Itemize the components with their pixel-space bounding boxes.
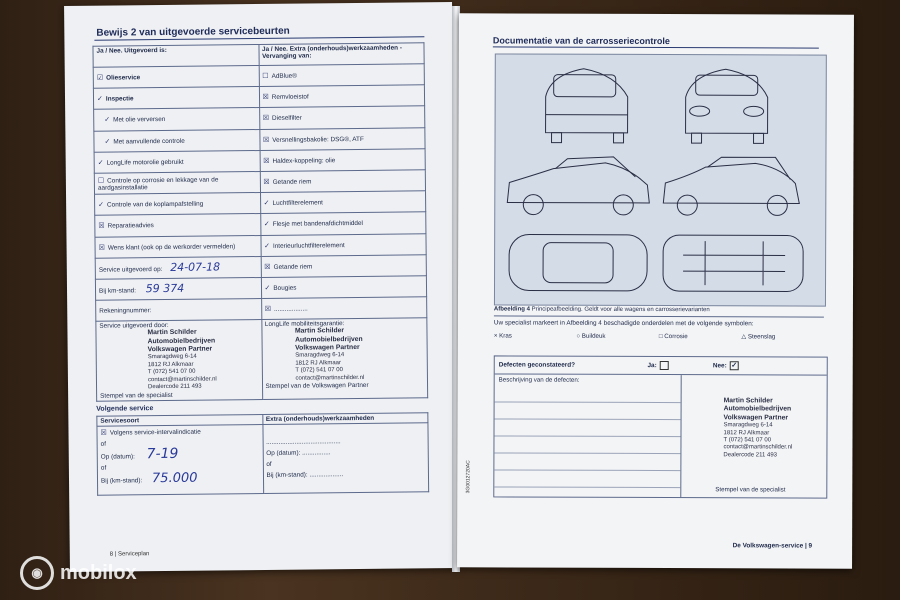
row-label: Met aanvullende controle [113,137,185,146]
crossed-box-icon: ☒ [98,223,105,231]
stamp-dealer: Dealercode 211 493 [148,383,202,391]
of-label: of [100,440,107,448]
stamp-label: Stempel van de specialist [715,486,786,494]
op-datum-label: Op (datum): [100,453,135,461]
nee-text: Nee: [712,362,727,370]
checkmark-icon: ✓ [96,95,103,103]
checkmark-icon: ✓ [263,200,270,208]
stamp-city: 1812 RJ Alkmaar [147,361,194,369]
row-label: Luchtfilterelement [272,199,323,208]
right-page [457,13,854,568]
crossed-box-icon: ☒ [263,178,270,187]
defects-question-row [495,356,827,375]
handwritten-next-date: 7-19 [146,445,179,463]
legend-kras: × Kras [493,332,512,340]
stamp-name: Martin Schilder [147,328,197,337]
row-label: Controle van de koplampafstelling [106,200,204,209]
ja-label [609,361,669,370]
row-label: Reparatieadvies [107,222,154,231]
left-page [64,2,458,572]
nee-label [669,361,739,370]
row-label: Bougies [273,284,297,292]
document-code: 3G0012720AC [465,460,472,494]
caption-divider [494,315,824,317]
stamp-city: 1812 RJ Alkmaar [723,429,770,437]
row-label: ................... [273,305,308,314]
interval-label: Volgens service-intervalindicatie [109,428,201,437]
row-label: Versnellingsbakolie: DSG®, ATF [272,135,364,144]
handwritten-km: 59 374 [145,282,185,296]
figure-caption [494,306,710,313]
stamp-phone: T (072) 541 07 00 [147,368,196,376]
row-label: Met olie verversen [113,116,166,125]
extra-header: Extra (onderhouds)werkzaamheden [262,413,428,425]
dealer-stamp [723,397,792,459]
stamp-street: Smaragdweg 6-14 [723,422,773,429]
caption-label: Afbeelding 4 [493,306,530,313]
row-label: Dieselfilter [271,115,302,123]
row-label: Service uitgevoerd op: [98,266,163,274]
row-label: Controle op corrosie en lekkage van de aardgasinstallatie [97,175,219,192]
stamp-name: Martin Schilder [294,327,345,335]
watermark-logo [20,556,137,590]
bij-km-label: Bij (km-stand): [100,477,143,485]
dealer-stamp [147,328,258,391]
defects-box [493,355,827,498]
page-title: Bewijs 2 van uitgevoerde servicebeurten [96,25,290,39]
servicesoort-header: Servicesoort [97,414,263,426]
next-service-title: Volgende service [96,405,154,413]
stamp-name2: Automobielbedrijven [147,337,216,345]
checkmark-icon: ✓ [263,221,270,229]
watermark-text: mobilox [60,561,137,584]
legend-steenslag: △ Steenslag [741,333,776,341]
op-datum-dots: Op (datum): ................ [266,449,331,457]
checkbox-icon: ☐ [97,177,105,185]
checkmark-icon: ✓ [104,117,111,125]
bij-km-dots: Bij (km-stand): ................... [266,471,344,479]
longlife-label: LongLife mobiliteitsgarantie: [264,320,345,329]
service-table [92,42,428,401]
row-label: Haldex-koppeling: olie [272,157,336,165]
crossed-box-icon: ☒ [262,136,270,144]
row-label: Remvloeistof [271,93,309,102]
row-label: Bij km-stand: [99,287,137,296]
row-label: Interieurluchtfilterelement [272,241,345,250]
checkbox-icon: ☐ [262,73,269,81]
crossed-box-icon: ☒ [264,263,271,271]
car-outlines-icon [495,54,826,305]
stamp-email: contact@martinschilder.nl [723,444,793,451]
crossed-box-icon: ☒ [263,157,270,165]
specialist-stamp-area [681,375,826,498]
checkmark-icon: ✓ [98,201,105,209]
checkmark-icon: ✓ [264,242,270,250]
stamp-partner: Volkswagen Partner [147,345,213,354]
handwritten-next-km: 75.000 [151,470,198,487]
stamp-phone: T (072) 541 07 00 [295,367,344,374]
stamp-name2: Automobielbedrijven [295,335,363,344]
row-label: Olieservice [106,74,141,82]
stamp-email: contact@martinschilder.nl [147,376,217,383]
ja-checkbox [660,361,669,370]
row-label: Getande riem [273,263,313,271]
page-footer: De Volkswagen-service | 9 [732,542,813,550]
nee-checkbox: ✓ [731,362,738,370]
mobilox-logo-icon: ◉ [20,556,54,590]
stamp-street: Smaragdweg 6-14 [147,354,197,361]
car-diagram [494,53,827,306]
row-label: Inspectie [105,95,134,103]
legend-buildeuk: ○ Buildeuk [576,332,606,340]
stamp-label-left: Stempel van de specialist [100,391,173,400]
service-by-label: Service uitgevoerd door: [99,322,169,330]
ja-text: Ja: [647,362,657,370]
dealer-stamp [295,327,424,383]
title-divider [493,46,819,48]
stamp-name: Martin Schilder [723,397,773,405]
row-label: Getande riem [272,178,312,186]
stamp-name2: Automobielbedrijven [723,405,792,413]
of-label: of [100,464,107,472]
crossed-box-icon: ☒ [262,115,270,123]
of-label: of [266,460,272,468]
crossed-box-icon: ☒ [262,94,269,102]
defects-question: Defecten geconstateerd? [498,361,576,369]
stamp-email: contact@martinschilder.nl [295,374,365,382]
caption-text: Principeafbeelding. Geldt voor alle wagens en carrosserievarianten [531,306,710,314]
stamp-row [96,318,428,401]
defects-description [494,374,681,497]
col1-header: Ja / Nee. Uitgevoerd is: [93,45,259,68]
stamp-city: 1812 RJ Alkmaar [295,360,342,367]
row-label: AdBlue® [271,72,297,80]
next-service-table: Servicesoort Extra (onderhouds)werkzaamheden ☒ Volgens service-intervalindicatie of Op (datum): 7-19 of Bij (km-stand): 75.000 .......................................... Op (datum): ................ of Bij (km-stand): ................... [96,412,429,495]
stamp-partner: Volkswagen Partner [723,414,789,422]
page-title: Documentatie van de carrosseriecontrole [492,35,670,47]
row-label: LongLife motorolie gebruikt [106,158,184,167]
page-footer: 8 | Serviceplan [109,551,150,558]
checkmark-icon: ✓ [264,284,271,292]
checkmark-icon: ☑ [96,74,104,82]
crossed-box-icon: ☒ [100,429,107,437]
stamp-phone: T (072) 541 07 00 [723,437,772,444]
row-label: Flesje met bandenafdichtmiddel [272,220,363,229]
marker-instruction: Uw specialist markeert in Afbeelding 4 beschadigde onderdelen met de volgende symbolen: [493,319,754,328]
crossed-box-icon: ☒ [98,244,105,252]
checkmark-icon: ✓ [97,159,104,167]
legend-corrosie: □ Corrosie [658,333,688,341]
handwritten-date: 24-07-18 [170,260,221,275]
stamp-label-right: Stempel van de Volkswagen Partner [265,381,369,391]
stamp-dealer: Dealercode 211 493 [723,452,778,459]
stamp-partner: Volkswagen Partner [295,344,360,352]
row-label: Rekeningnummer: [99,306,152,315]
defects-desc-label: Beschrijving van de defecten: [498,376,580,384]
symbol-legend [494,332,824,340]
crossed-box-icon: ☒ [264,306,272,314]
checkmark-icon: ✓ [104,138,111,146]
stamp-street: Smaragdweg 6-14 [295,352,345,360]
col2-header: Ja / Nee. Extra (onderhouds)werkzaamheden - Vervanging van: [258,43,424,66]
row-label: Wens klant (ook op de werkorder vermelden) [107,242,236,252]
defects-body [494,374,826,497]
